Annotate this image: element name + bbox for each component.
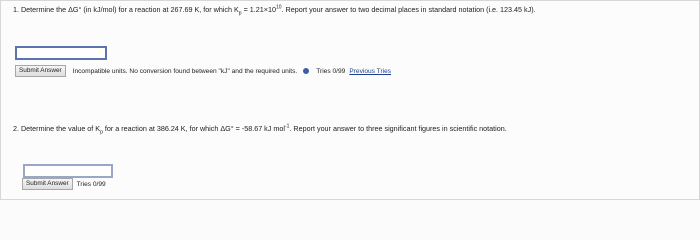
info-icon[interactable] bbox=[303, 68, 309, 74]
question-1-middle: = 1.21×10 bbox=[241, 5, 276, 14]
question-1-feedback-message: Incompatible units. No conversion found between "kJ" and the required units. bbox=[72, 67, 298, 75]
question-1-subscript: p bbox=[238, 10, 242, 17]
question-2-submit-button[interactable]: Submit Answer bbox=[22, 178, 73, 190]
question-1-prefix: 1. Determine the ΔG° (in kJ/mol) for a reaction at 267.69 K, for which K bbox=[13, 5, 239, 14]
question-2-action-row bbox=[22, 178, 106, 190]
question-2-middle: for a reaction at 386.24 K, for which ΔG° = -58.67 kJ mol bbox=[102, 124, 285, 133]
question-2-exponent: -1 bbox=[284, 123, 290, 130]
question-2-text bbox=[13, 123, 507, 136]
question-2-prefix: 2. Determine the value of K bbox=[13, 124, 101, 133]
question-1-tries: Tries 0/99 bbox=[316, 67, 346, 75]
question-1-exponent: 10 bbox=[275, 4, 282, 11]
question-2-suffix: . Report your answer to three significant figures in scientific notation. bbox=[289, 124, 507, 133]
question-1-submit-button[interactable]: Submit Answer bbox=[15, 65, 66, 77]
question-1-suffix: . Report your answer to two decimal places in standard notation (i.e. 123.45 kJ). bbox=[281, 5, 536, 14]
question-2-answer-input[interactable] bbox=[23, 164, 113, 178]
question-1-text bbox=[13, 4, 536, 17]
question-1-answer-input[interactable] bbox=[15, 46, 107, 60]
question-2-tries: Tries 0/99 bbox=[76, 180, 106, 188]
question-2-subscript: p bbox=[100, 129, 103, 136]
previous-tries-link[interactable]: Previous Tries bbox=[349, 67, 392, 75]
question-1-action-row bbox=[15, 65, 391, 77]
